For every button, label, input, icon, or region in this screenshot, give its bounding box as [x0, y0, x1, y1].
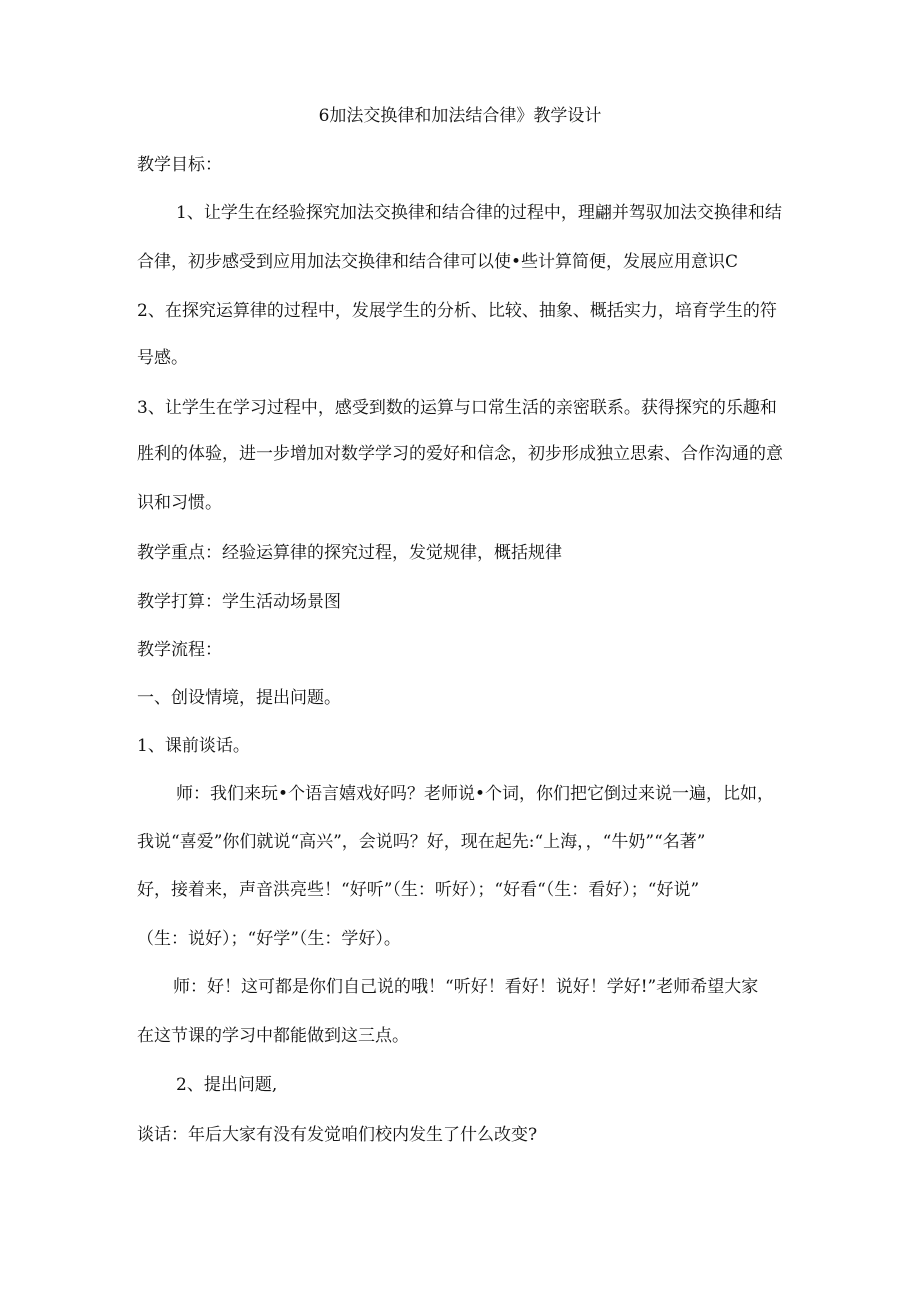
preparation: 教学打算：学生活动场景图	[137, 592, 341, 612]
dialogue-1-line-1: 师：我们来玩•个语言嬉戏好吗？老师说•个词，你们把它倒过来说一遍，比如，	[176, 784, 775, 804]
objectives-heading: 教学目标：	[137, 155, 222, 175]
objective-1-line-2: 合律，初步感受到应用加法交换律和结合律可以使•些计算简便，发展应用意识C	[137, 252, 739, 272]
dialogue-1-line-2: 我说“喜爱”你们就说“高兴”，会说吗？好，现在起先:“上海，，“牛奶”“名著”	[137, 832, 706, 852]
dialogue-1-line-4: （生：说好）；“好学”（生：学好）。	[137, 929, 401, 949]
objective-3-line-1: 3、让学生在学习过程中，感受到数的运算与口常生活的亲密联系。获得探究的乐趣和	[137, 398, 777, 418]
dialogue-1-line-3: 好，接着来，声音洪亮些！“好听”（生：听好）；“好看“（生：看好）；“好说”	[137, 880, 700, 900]
process-heading: 教学流程：	[137, 640, 222, 660]
document-title: 6加法交换律和加法结合律》教学设计	[318, 106, 602, 126]
objective-1-line-1: 1、让学生在经验探究加法交换律和结合律的过程中，理翩并驾驭加法交换律和结	[176, 203, 782, 223]
dialogue-2-line-1: 师：好！这可都是你们自己说的哦！“听好！看好！说好！学好!”老师希望大家	[173, 977, 759, 997]
key-points: 教学重点：经验运算律的探究过程，发觉规律，概括规律	[137, 543, 562, 563]
objective-2-line-2: 号感。	[137, 348, 188, 368]
step-1-heading: 1、课前谈话。	[137, 736, 250, 756]
step-2-heading: 2、提出问题,	[176, 1075, 278, 1095]
dialogue-2-line-2: 在这节课的学习中都能做到这三点。	[137, 1026, 409, 1046]
talk-line: 谈话：年后大家有没有发觉咱们校内发生了什么改变?	[137, 1125, 538, 1145]
section-1-heading: 一、创设情境，提出问题。	[137, 688, 341, 708]
objective-2-line-1: 2、在探究运算律的过程中，发展学生的分析、比较、抽象、概括实力，培育学生的符	[137, 301, 777, 321]
objective-3-line-2: 胜利的体验，进一步增加对数学学习的爱好和信念，初步形成独立思索、合作沟通的意	[137, 444, 783, 464]
objective-3-line-3: 识和习惯。	[137, 493, 222, 513]
